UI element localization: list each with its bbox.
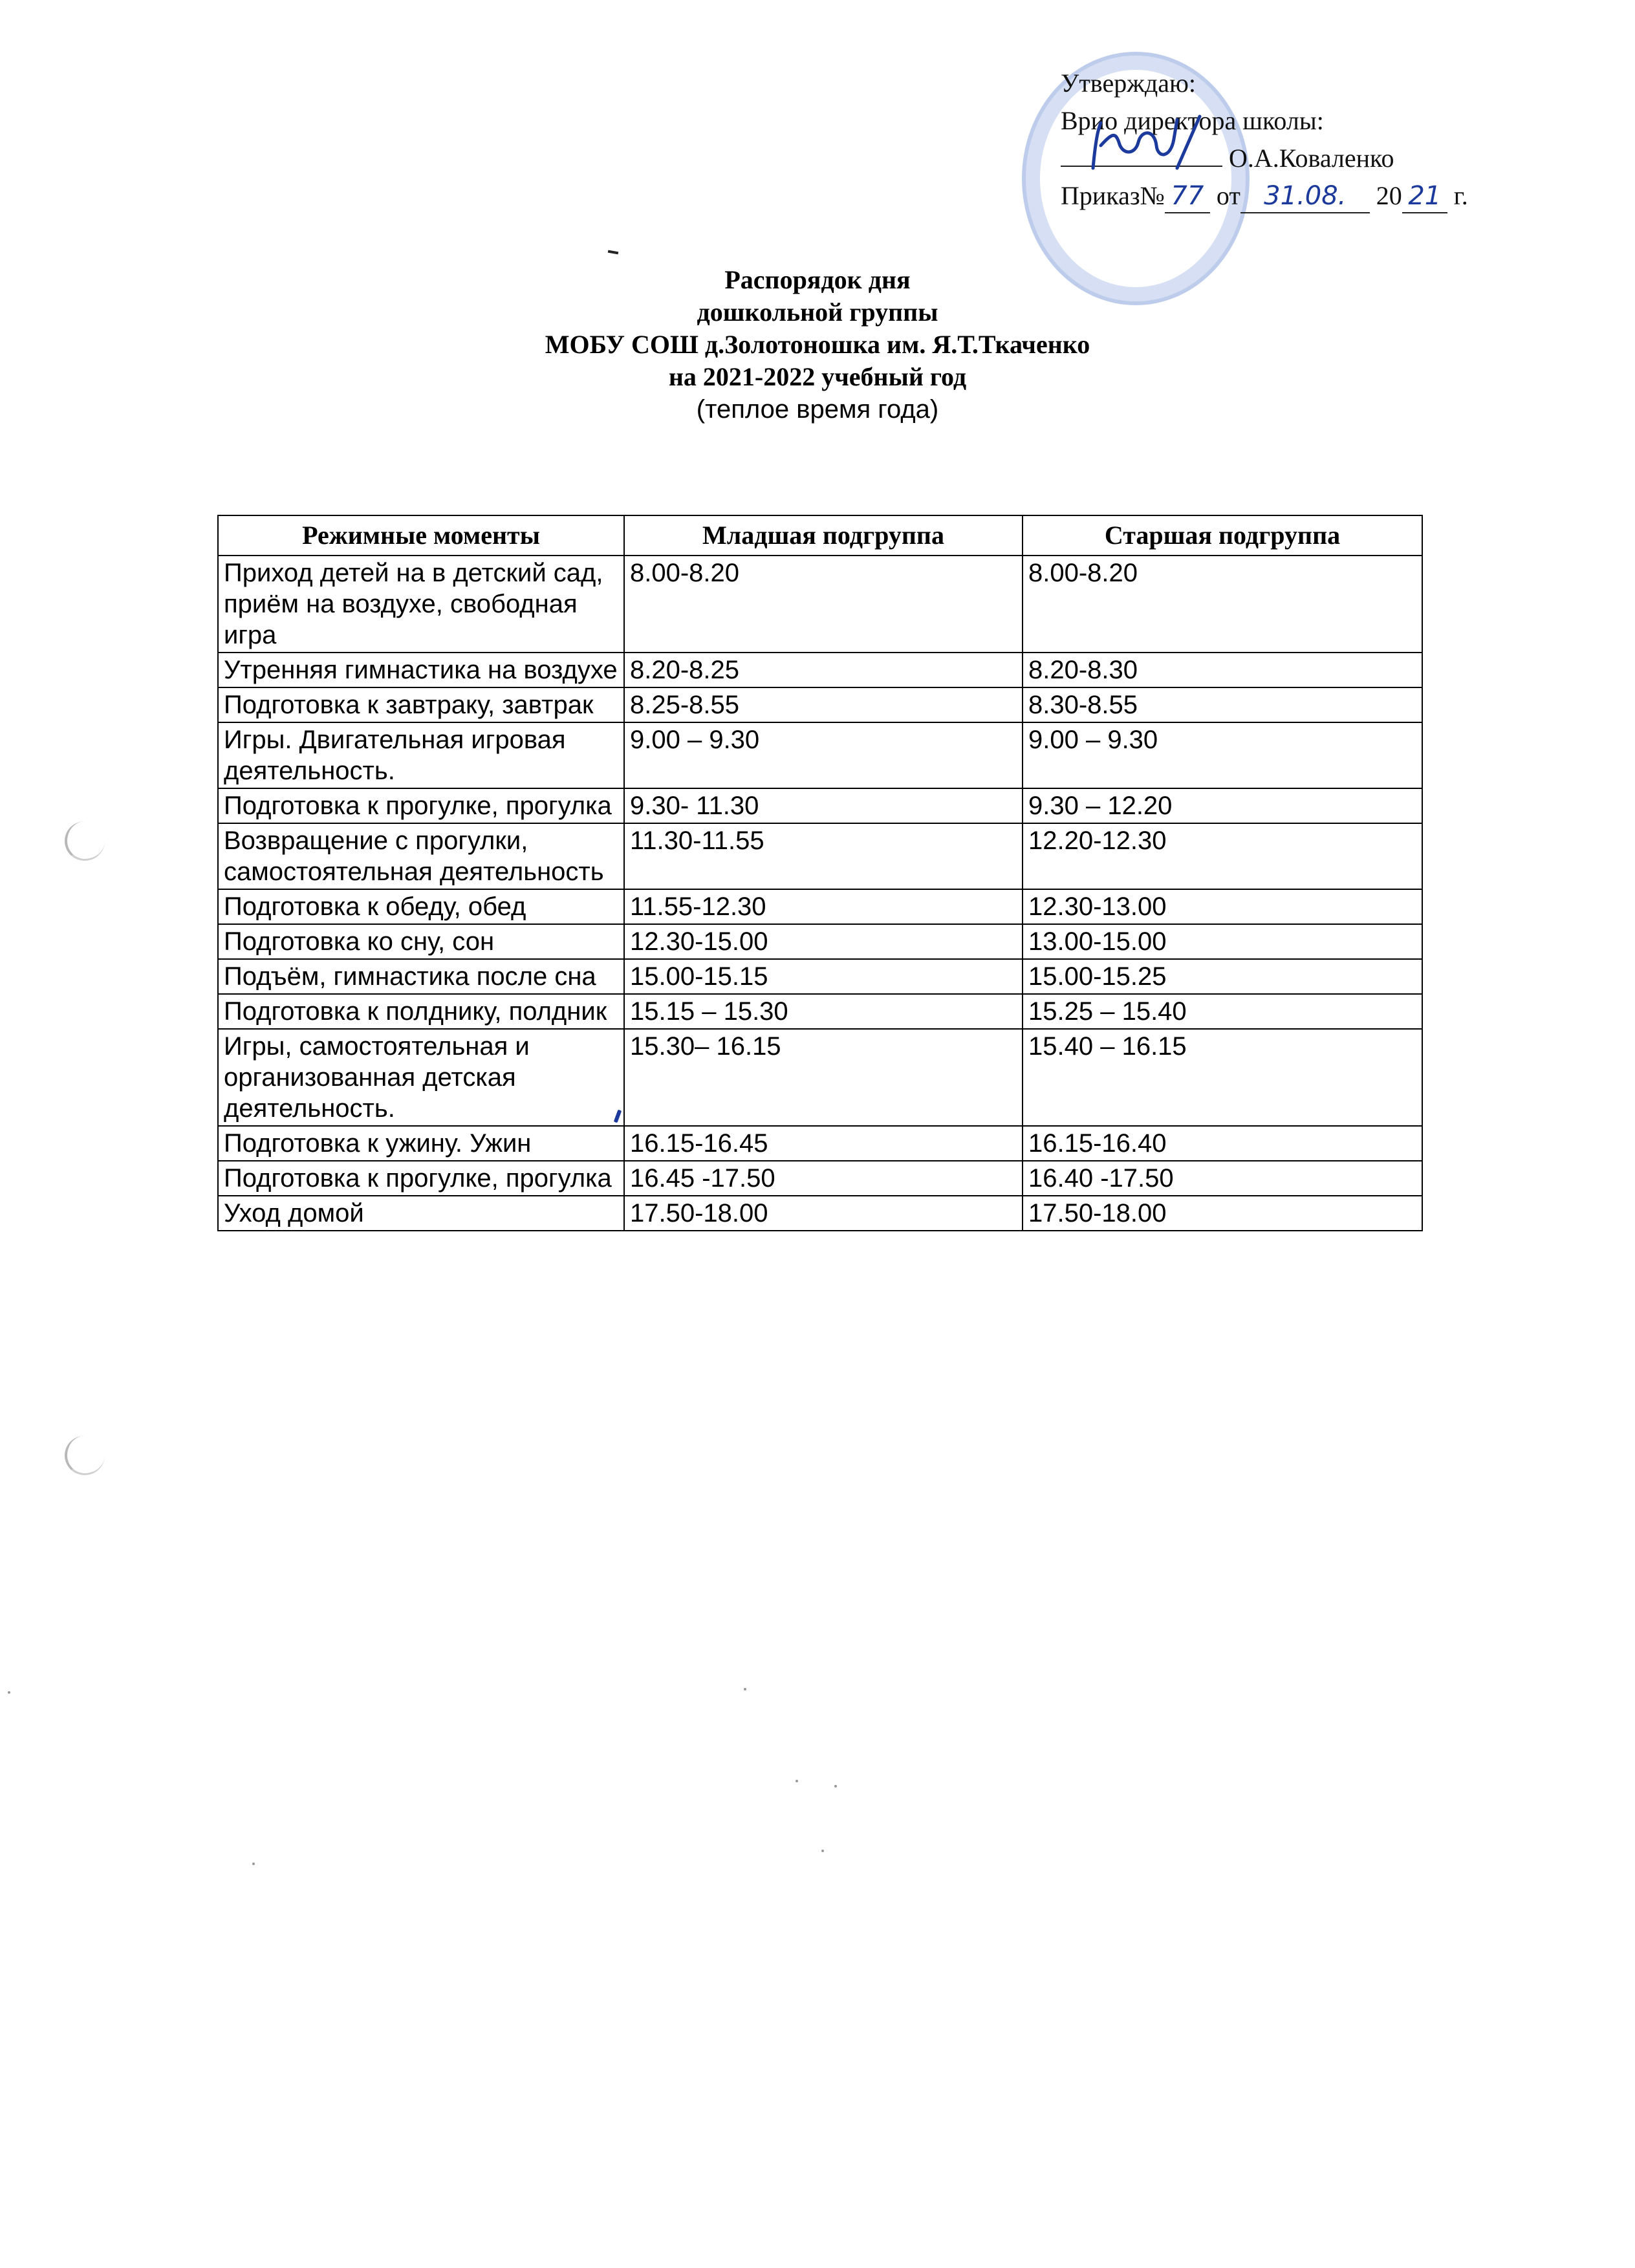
table-row	[218, 924, 1422, 959]
cell-senior: 12.20-12.30	[1023, 823, 1422, 889]
cell-senior: 15.40 – 16.15	[1023, 1029, 1422, 1126]
cell-junior: 8.20-8.25	[624, 653, 1023, 687]
cell-senior: 12.30-13.00	[1023, 889, 1422, 924]
schedule-table	[217, 515, 1423, 1231]
cell-moment: Подготовка к прогулке, прогулка	[218, 788, 624, 823]
header-junior: Младшая подгруппа	[624, 515, 1023, 556]
cell-senior: 8.20-8.30	[1023, 653, 1422, 687]
year-suffix: 21	[1402, 180, 1447, 213]
punch-hole	[65, 1436, 105, 1475]
header-moments: Режимные моменты	[218, 515, 624, 556]
table-row	[218, 788, 1422, 823]
order-prefix: Приказ№	[1061, 181, 1165, 210]
cell-senior: 13.00-15.00	[1023, 924, 1422, 959]
order-number: 77	[1165, 180, 1210, 213]
title-line-4: на 2021-2022 учебный год	[668, 362, 967, 391]
stray-mark	[608, 250, 618, 255]
cell-junior: 15.30– 16.15	[624, 1029, 1023, 1126]
header-senior: Старшая подгруппа	[1023, 515, 1422, 556]
title-line-2: дошкольной группы	[697, 297, 938, 327]
cell-junior: 15.15 – 15.30	[624, 994, 1023, 1029]
cell-junior: 9.00 – 9.30	[624, 722, 1023, 788]
year-prefix: 20	[1376, 181, 1402, 210]
cell-junior: 8.00-8.20	[624, 556, 1023, 653]
title-line-3: МОБУ СОШ д.Золотоношка им. Я.Т.Ткаченко	[545, 330, 1090, 359]
cell-moment: Возвращение с прогулки, самостоятельная деятельность	[218, 823, 624, 889]
table-row	[218, 653, 1422, 687]
cell-junior: 9.30- 11.30	[624, 788, 1023, 823]
cell-junior: 8.25-8.55	[624, 687, 1023, 722]
cell-moment: Уход домой	[218, 1196, 624, 1231]
cell-moment: Игры. Двигательная игровая деятельность.	[218, 722, 624, 788]
cell-junior: 11.55-12.30	[624, 889, 1023, 924]
cell-senior: 9.30 – 12.20	[1023, 788, 1422, 823]
date-prefix: от	[1216, 181, 1240, 210]
document-title	[0, 264, 1635, 426]
table-row	[218, 1161, 1422, 1196]
cell-junior: 17.50-18.00	[624, 1196, 1023, 1231]
title-line-1: Распорядок дня	[724, 265, 911, 294]
table-header-row	[218, 515, 1422, 556]
cell-moment: Подготовка к завтраку, завтрак	[218, 687, 624, 722]
cell-junior: 16.45 -17.50	[624, 1161, 1023, 1196]
table-row	[218, 1196, 1422, 1231]
cell-junior: 12.30-15.00	[624, 924, 1023, 959]
table-row	[218, 823, 1422, 889]
cell-senior: 17.50-18.00	[1023, 1196, 1422, 1231]
cell-moment: Подготовка ко сну, сон	[218, 924, 624, 959]
table-row	[218, 1029, 1422, 1126]
table-row	[218, 722, 1422, 788]
approval-position: Врио директора школы:	[1061, 106, 1324, 135]
table-row	[218, 1126, 1422, 1161]
cell-senior: 15.25 – 15.40	[1023, 994, 1422, 1029]
year-unit: г.	[1453, 181, 1468, 210]
table-row	[218, 994, 1422, 1029]
cell-moment: Приход детей на в детский сад, приём на воздухе, свободная игра	[218, 556, 624, 653]
cell-moment: Подготовка к полднику, полдник	[218, 994, 624, 1029]
cell-moment: Подъём, гимнастика после сна	[218, 959, 624, 994]
cell-senior: 16.15-16.40	[1023, 1126, 1422, 1161]
approval-heading: Утверждаю:	[1061, 69, 1196, 98]
title-line-5: (теплое время года)	[696, 395, 939, 424]
cell-moment: Подготовка к ужину. Ужин	[218, 1126, 624, 1161]
cell-moment: Игры, самостоятельная и организованная детская деятельность.	[218, 1029, 624, 1126]
cell-moment: Утренняя гимнастика на воздухе	[218, 653, 624, 687]
cell-senior: 8.30-8.55	[1023, 687, 1422, 722]
cell-junior: 11.30-11.55	[624, 823, 1023, 889]
table-row	[218, 959, 1422, 994]
cell-junior: 15.00-15.15	[624, 959, 1023, 994]
table-row	[218, 556, 1422, 653]
cell-senior: 16.40 -17.50	[1023, 1161, 1422, 1196]
cell-senior: 9.00 – 9.30	[1023, 722, 1422, 788]
punch-hole	[65, 821, 105, 861]
cell-senior: 8.00-8.20	[1023, 556, 1422, 653]
table-row	[218, 889, 1422, 924]
order-date: 31.08.	[1240, 180, 1370, 213]
cell-senior: 15.00-15.25	[1023, 959, 1422, 994]
handwritten-signature	[1080, 107, 1209, 184]
cell-moment: Подготовка к обеду, обед	[218, 889, 624, 924]
cell-moment: Подготовка к прогулке, прогулка	[218, 1161, 624, 1196]
table-row	[218, 687, 1422, 722]
director-name: О.А.Коваленко	[1229, 144, 1394, 173]
cell-junior: 16.15-16.45	[624, 1126, 1023, 1161]
